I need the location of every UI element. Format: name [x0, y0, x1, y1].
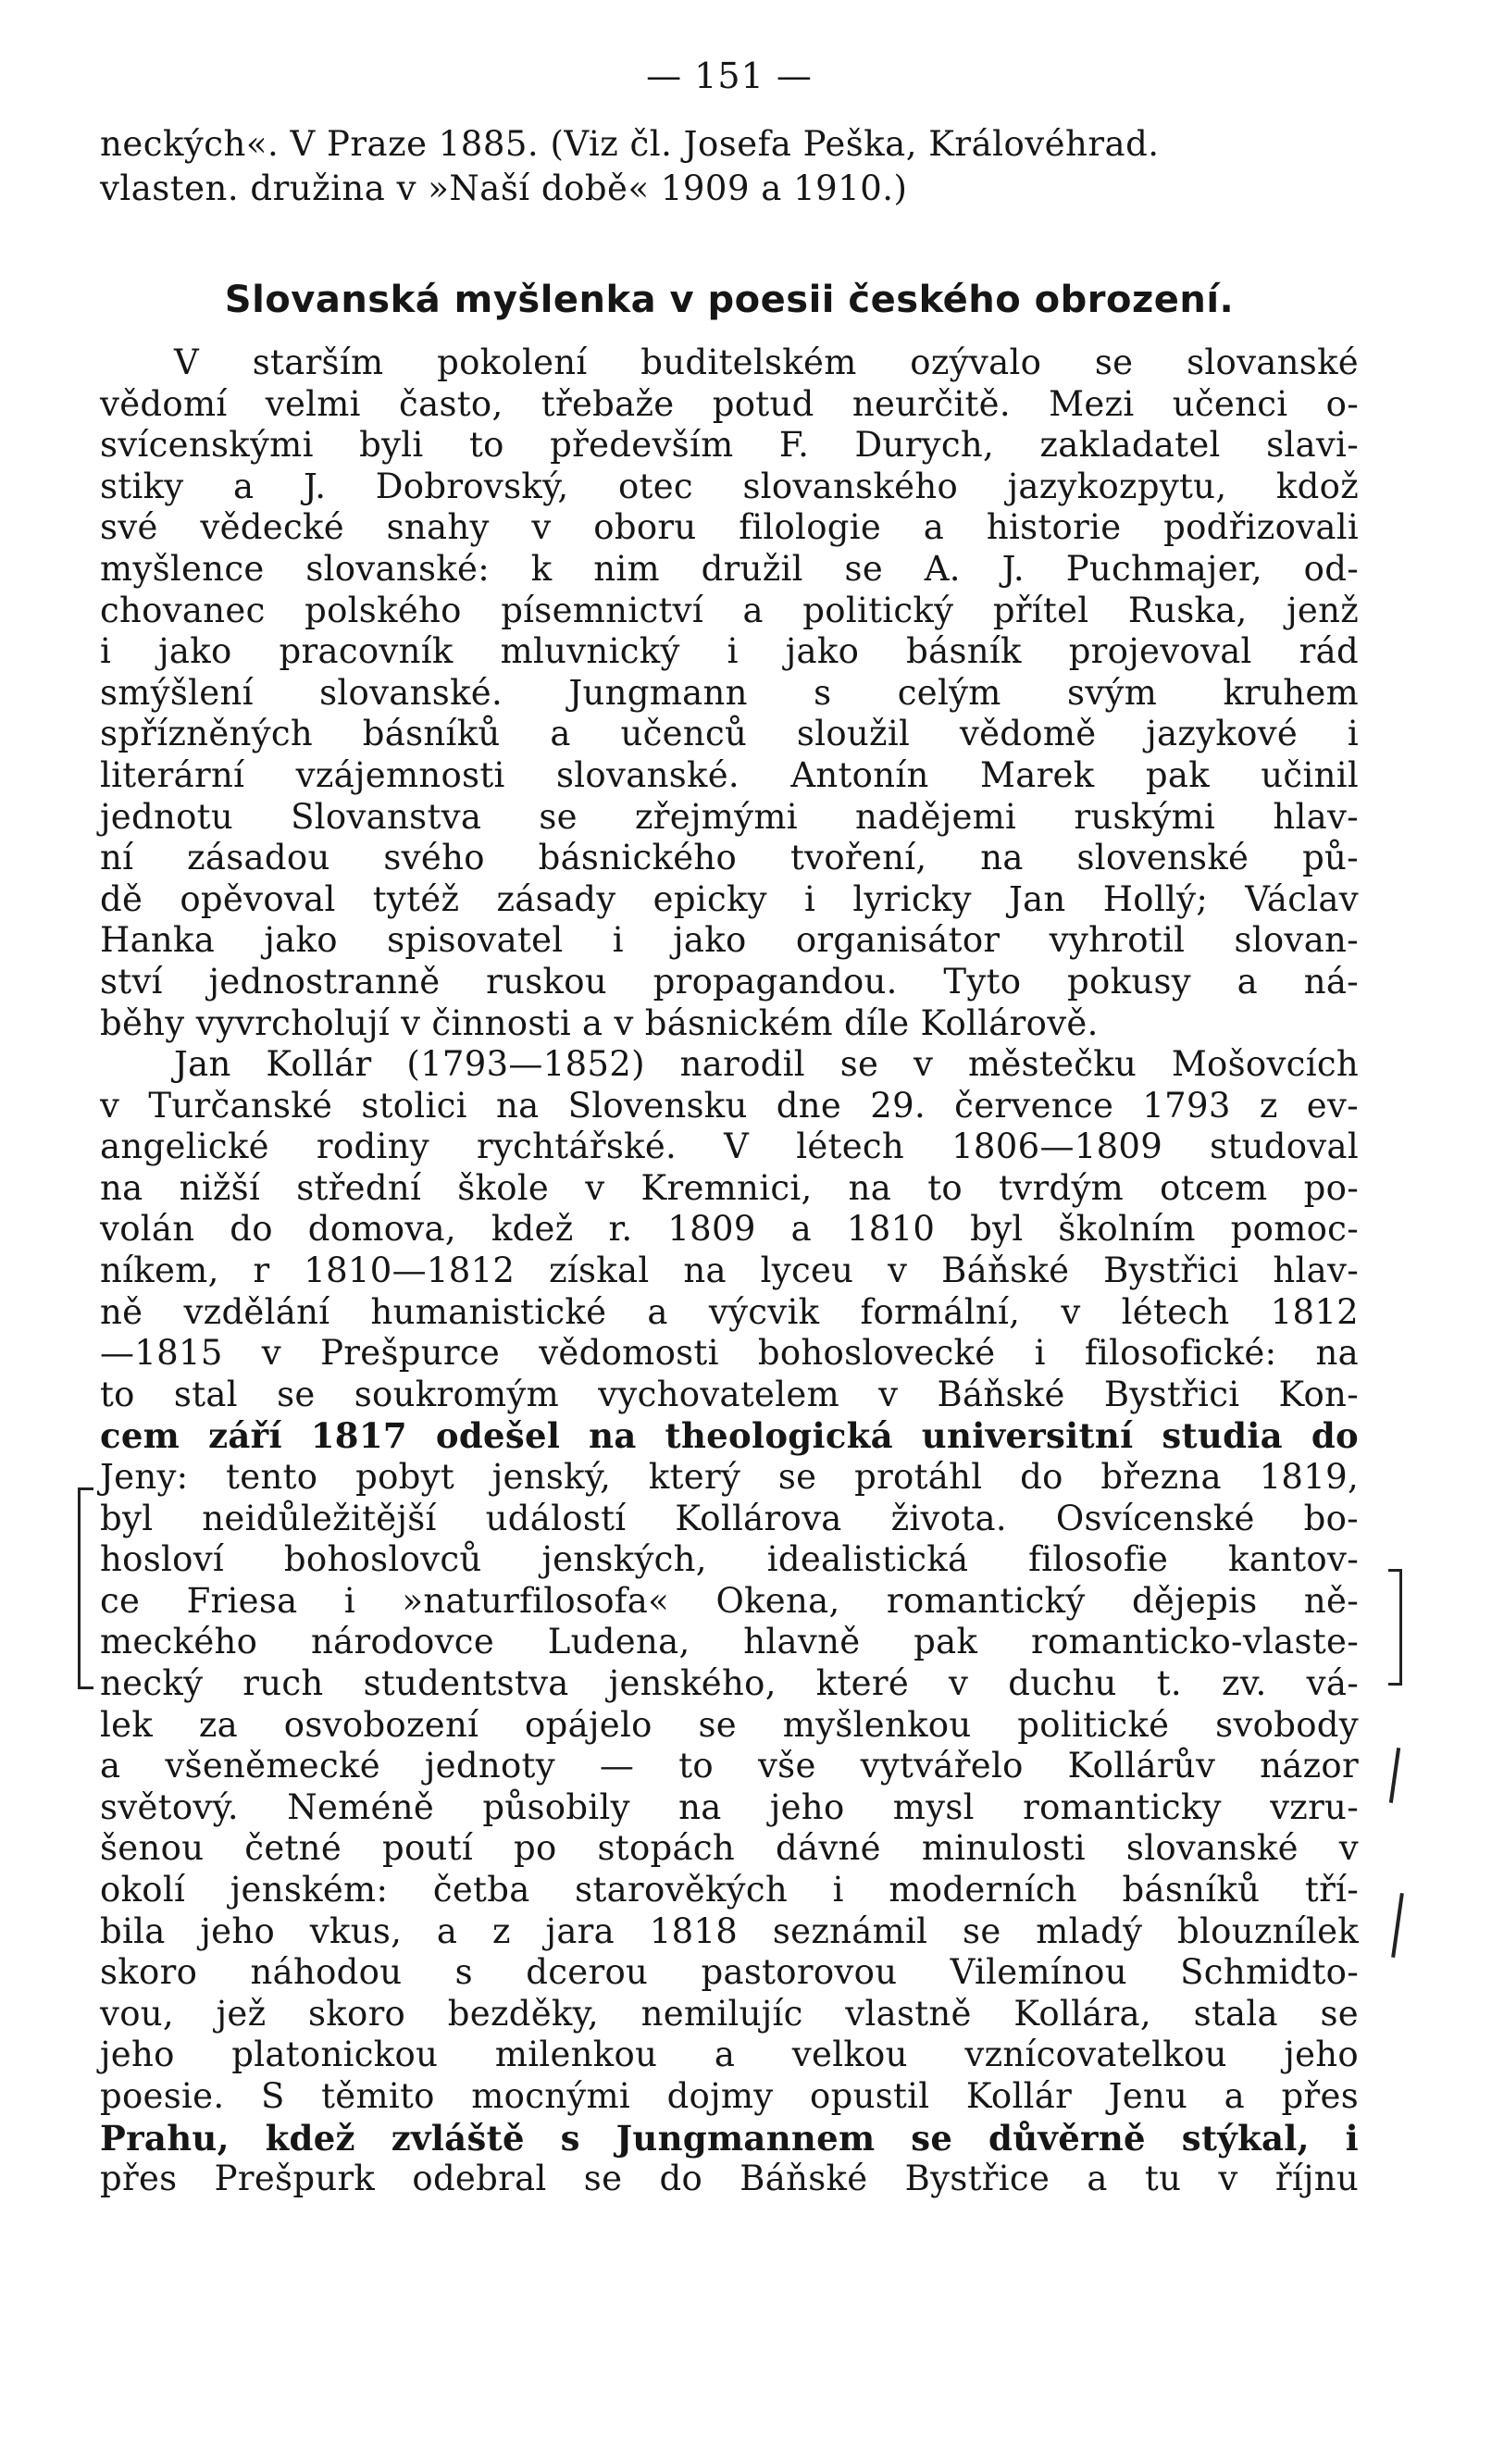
text-line: okolí jenském: četba starověkých i moderních básníků tří-	[100, 1869, 1359, 1910]
intro-line: vlasten. družina v »Naší době« 1909 a 1910.)	[100, 168, 908, 208]
text-line: i jako pracovník mluvnický i jako básník projevoval rád	[100, 631, 1359, 672]
text-line: Hanka jako spisovatel i jako organisátor vyhrotil slovan-	[100, 920, 1359, 961]
text-line: a všeněmecké jednoty — to vše vytvářelo Kollárův názor	[100, 1746, 1359, 1786]
text-line: Prahu, kdež zvláště s Jungmannem se důvěrně stýkal, i	[100, 2117, 1359, 2159]
text-line: běhy vyvrcholují v činnosti a v básnickém díle Kollárově.	[100, 1002, 1099, 1043]
text-line: lek za osvobození opájelo se myšlenkou politické svobody	[100, 1704, 1359, 1745]
text-line: skoro náhodou s dcerou pastorovou Vilemínou Schmidto-	[100, 1952, 1359, 1993]
text-line: vědomí velmi často, třebaže potud neurčitě. Mezi učenci o-	[100, 383, 1359, 424]
text-line: necký ruch studentstva jenského, které v duchu t. zv. vá-	[100, 1663, 1359, 1703]
text-line: na nižší střední škole v Kremnici, na to tvrdým otcem po-	[100, 1167, 1359, 1208]
text-line: stiky a J. Dobrovský, otec slovanského jazykozpytu, kdož	[100, 466, 1359, 506]
text-line: smýšlení slovanské. Jungmann s celým svým kruhem	[100, 672, 1359, 713]
text-line: světový. Neméně působily na jeho mysl romanticky vzru-	[100, 1786, 1359, 1827]
margin-pencil-stroke	[1389, 1748, 1400, 1803]
text-line: dě opěvoval tytéž zásady epicky i lyricky Jan Hollý; Václav	[100, 878, 1359, 919]
text-line: jednotu Slovanstva se zřejmými nadějemi ruskými hlav-	[100, 796, 1359, 837]
text-line: jeho platonickou milenkou a velkou vznícovatelkou jeho	[100, 2035, 1359, 2075]
body-text	[100, 342, 1359, 2200]
text-line: ně vzdělání humanistické a výcvik formální, v létech 1812	[100, 1291, 1359, 1332]
text-line: svícenskými byli to především F. Durych, zakladatel slavi-	[100, 425, 1359, 466]
text-line: vou, jež skoro bezděky, nemilujíc vlastně Kollára, stala se	[100, 1993, 1359, 2034]
book-page	[100, 54, 1359, 2200]
text-line: chovanec polského písemnictví a politický přítel Ruska, jenž	[100, 590, 1359, 630]
text-line: volán do domova, kdež r. 1809 a 1810 byl školním pomoc-	[100, 1209, 1359, 1250]
text-line: ní zásadou svého básnického tvoření, na slovenské pů-	[100, 838, 1359, 878]
margin-bracket-right	[1388, 1569, 1402, 1686]
text-line: ství jednostranně ruskou propagandou. Tyto pokusy a ná-	[100, 961, 1359, 1002]
text-line: níkem, r 1810—1812 získal na lyceu v Báňské Bystřici hlav-	[100, 1251, 1359, 1291]
text-line: Jan Kollár (1793—1852) narodil se v městečku Mošovcích	[174, 1044, 1359, 1085]
text-line: bila jeho vkus, a z jara 1818 seznámil se mladý blouznílek	[100, 1910, 1359, 1951]
text-line: literární vzájemnosti slovanské. Antonín Marek pak učinil	[100, 754, 1359, 795]
margin-pencil-stroke	[1391, 1893, 1404, 1958]
text-line: ce Friesa i »naturfilosofa« Okena, romantický dějepis ně-	[100, 1580, 1359, 1621]
text-line: myšlence slovanské: k nim družil se A. J. Puchmajer, od-	[100, 548, 1359, 589]
intro-paragraph	[100, 122, 1359, 211]
text-line: meckého národovce Ludena, hlavně pak romanticko-vlaste-	[100, 1622, 1359, 1662]
text-line: přes Prešpurk odebral se do Báňské Bystřice a tu v říjnu	[100, 2159, 1359, 2199]
text-line: šenou četné poutí po stopách dávné minulosti slovanské v	[100, 1828, 1359, 1869]
text-line: v Turčanské stolici na Slovensku dne 29. července 1793 z ev-	[100, 1085, 1359, 1126]
margin-bracket-left	[78, 1487, 93, 1689]
text-line: to stal se soukromým vychovatelem v Báňské Bystřici Kon-	[100, 1374, 1359, 1414]
text-line: —1815 v Prešpurce vědomosti bohoslovecké i filosofické: na	[100, 1333, 1359, 1374]
text-line: spřízněných básníků a učenců sloužil vědomě jazykové i	[100, 714, 1359, 754]
section-heading: Slovanská myšlenka v poesii českého obrození.	[224, 279, 1235, 321]
text-line: V starším pokolení buditelském ozývalo se slovanské	[174, 342, 1359, 382]
text-line: Jeny: tento pobyt jenský, který se protáhl do března 1819,	[100, 1457, 1359, 1498]
text-line: své vědecké snahy v oboru filologie a historie podřizovali	[100, 507, 1359, 548]
text-line: cem září 1817 odešel na theologická universitní studia do	[100, 1415, 1359, 1457]
text-line: angelické rodiny rychtářské. V létech 1806—1809 studoval	[100, 1126, 1359, 1167]
text-line: byl neidůležitější událostí Kollárova života. Osvícenské bo-	[100, 1498, 1359, 1538]
text-line: hosloví bohoslovců jenských, idealistická filosofie kantov-	[100, 1539, 1359, 1580]
text-line: poesie. S těmito mocnými dojmy opustil Kollár Jenu a přes	[100, 2075, 1359, 2116]
intro-line: neckých«. V Praze 1885. (Viz čl. Josefa Peška, Královéhrad.	[100, 124, 1160, 164]
page-number: — 151 —	[646, 56, 813, 96]
